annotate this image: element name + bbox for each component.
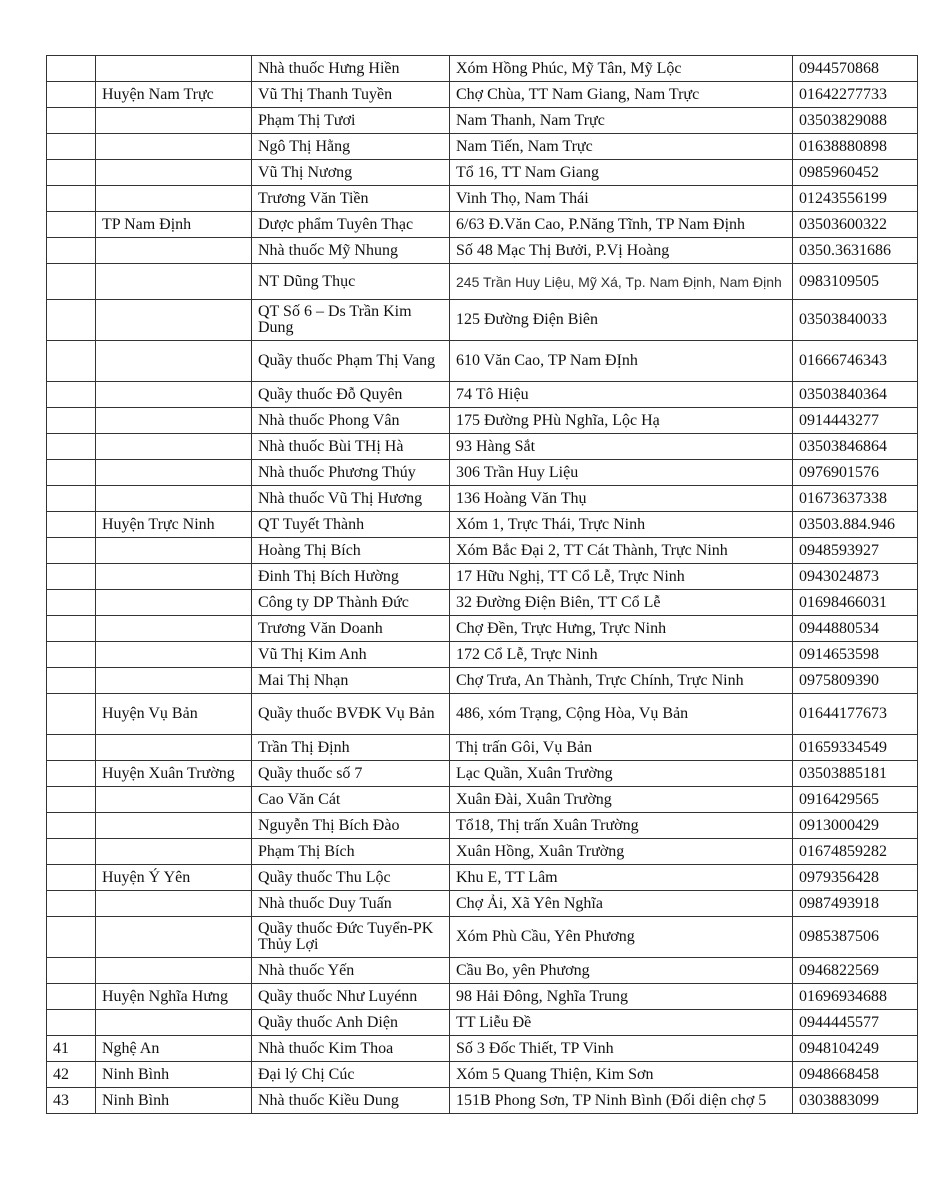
address-cell: Tổ 16, TT Nam Giang <box>450 160 793 186</box>
phone-cell: 01659334549 <box>793 735 918 761</box>
address-cell: Nam Tiến, Nam Trực <box>450 134 793 160</box>
table-row <box>47 300 918 341</box>
address-cell: 6/63 Đ.Văn Cao, P.Năng Tĩnh, TP Nam Định <box>450 212 793 238</box>
phone-cell: 0946822569 <box>793 958 918 984</box>
phone-cell: 0914443277 <box>793 408 918 434</box>
phone-cell: 0979356428 <box>793 865 918 891</box>
area-cell <box>96 382 252 408</box>
area-cell <box>96 564 252 590</box>
row-number-cell <box>47 865 96 891</box>
phone-cell: 0948668458 <box>793 1062 918 1088</box>
table-row <box>47 761 918 787</box>
table-row <box>47 134 918 160</box>
table-row <box>47 1010 918 1036</box>
table-row <box>47 538 918 564</box>
row-number-cell <box>47 538 96 564</box>
phone-cell: 0987493918 <box>793 891 918 917</box>
phone-cell: 0975809390 <box>793 668 918 694</box>
table-row <box>47 787 918 813</box>
phone-cell: 03503846864 <box>793 434 918 460</box>
address-cell: 172 Cổ Lễ, Trực Ninh <box>450 642 793 668</box>
phone-cell: 03503840364 <box>793 382 918 408</box>
address-cell: 74 Tô Hiệu <box>450 382 793 408</box>
row-number-cell <box>47 408 96 434</box>
pharmacy-name-cell: QT Số 6 – Ds Trần Kim Dung <box>252 300 450 341</box>
area-cell <box>96 186 252 212</box>
pharmacy-name-cell: Nhà thuốc Vũ Thị Hương <box>252 486 450 512</box>
area-cell <box>96 238 252 264</box>
row-number-cell <box>47 486 96 512</box>
row-number-cell <box>47 382 96 408</box>
pharmacy-name-cell: Nhà thuốc Kim Thoa <box>252 1036 450 1062</box>
row-number-cell <box>47 186 96 212</box>
pharmacy-name-cell: Nguyễn Thị Bích Đào <box>252 813 450 839</box>
phone-cell: 01696934688 <box>793 984 918 1010</box>
phone-cell: 0985960452 <box>793 160 918 186</box>
area-cell <box>96 108 252 134</box>
row-number-cell <box>47 891 96 917</box>
address-cell: Số 3 Đốc Thiết, TP Vinh <box>450 1036 793 1062</box>
address-cell: Xóm Phù Cầu, Yên Phương <box>450 917 793 958</box>
pharmacy-name-cell: Công ty DP Thành Đức <box>252 590 450 616</box>
row-number-cell <box>47 264 96 300</box>
address-cell: Xóm 5 Quang Thiện, Kim Sơn <box>450 1062 793 1088</box>
pharmacy-name-cell: Trần Thị Định <box>252 735 450 761</box>
area-cell: Huyện Trực Ninh <box>96 512 252 538</box>
address-cell: Thị trấn Gôi, Vụ Bản <box>450 735 793 761</box>
address-cell: Chợ Ải, Xã Yên Nghĩa <box>450 891 793 917</box>
address-cell: 610 Văn Cao, TP Nam ĐỊnh <box>450 341 793 382</box>
table-row <box>47 82 918 108</box>
area-cell: Huyện Ý Yên <box>96 865 252 891</box>
phone-cell: 0944880534 <box>793 616 918 642</box>
table-row <box>47 668 918 694</box>
phone-cell: 0916429565 <box>793 787 918 813</box>
table-row <box>47 917 918 958</box>
address-cell: 32 Đường Điện Biên, TT Cổ Lễ <box>450 590 793 616</box>
pharmacy-name-cell: Nhà thuốc Bùi THị Hà <box>252 434 450 460</box>
pharmacy-name-cell: Nhà thuốc Phương Thúy <box>252 460 450 486</box>
area-cell: Ninh Bình <box>96 1088 252 1114</box>
row-number-cell <box>47 238 96 264</box>
table-row <box>47 408 918 434</box>
row-number-cell <box>47 56 96 82</box>
row-number-cell <box>47 434 96 460</box>
address-cell: Khu E, TT Lâm <box>450 865 793 891</box>
phone-cell: 01644177673 <box>793 694 918 735</box>
phone-cell: 0303883099 <box>793 1088 918 1114</box>
area-cell: Huyện Xuân Trường <box>96 761 252 787</box>
area-cell <box>96 134 252 160</box>
address-cell: Số 48 Mạc Thị Bưởi, P.Vị Hoàng <box>450 238 793 264</box>
table-row <box>47 512 918 538</box>
area-cell <box>96 616 252 642</box>
address-cell: Lạc Quần, Xuân Trường <box>450 761 793 787</box>
pharmacy-name-cell: Vũ Thị Thanh Tuyền <box>252 82 450 108</box>
address-cell: Chợ Trưa, An Thành, Trực Chính, Trực Ninh <box>450 668 793 694</box>
area-cell <box>96 460 252 486</box>
pharmacy-name-cell: Nhà thuốc Hưng Hiền <box>252 56 450 82</box>
area-cell <box>96 590 252 616</box>
phone-cell: 03503885181 <box>793 761 918 787</box>
row-number-cell <box>47 300 96 341</box>
row-number-cell <box>47 460 96 486</box>
pharmacy-name-cell: Trương Văn Doanh <box>252 616 450 642</box>
address-cell: 486, xóm Trạng, Cộng Hòa, Vụ Bản <box>450 694 793 735</box>
area-cell <box>96 735 252 761</box>
area-cell <box>96 917 252 958</box>
address-cell: Chợ Chùa, TT Nam Giang, Nam Trực <box>450 82 793 108</box>
pharmacy-name-cell: Nhà thuốc Duy Tuấn <box>252 891 450 917</box>
area-cell <box>96 538 252 564</box>
phone-cell: 01673637338 <box>793 486 918 512</box>
area-cell <box>96 642 252 668</box>
table-row <box>47 486 918 512</box>
pharmacy-name-cell: Phạm Thị Bích <box>252 839 450 865</box>
table-row <box>47 590 918 616</box>
row-number-cell <box>47 616 96 642</box>
phone-cell: 0914653598 <box>793 642 918 668</box>
area-cell <box>96 813 252 839</box>
row-number-cell: 41 <box>47 1036 96 1062</box>
phone-cell: 0350.3631686 <box>793 238 918 264</box>
row-number-cell <box>47 839 96 865</box>
phone-cell: 0948104249 <box>793 1036 918 1062</box>
table-row <box>47 1088 918 1114</box>
pharmacy-name-cell: Quầy thuốc BVĐK Vụ Bản <box>252 694 450 735</box>
pharmacy-name-cell: Hoàng Thị Bích <box>252 538 450 564</box>
address-cell: 93 Hàng Sắt <box>450 434 793 460</box>
address-cell: 245 Trần Huy Liệu, Mỹ Xá, Tp. Nam Định, Nam Định <box>450 264 793 300</box>
table-row <box>47 341 918 382</box>
area-cell <box>96 958 252 984</box>
address-cell: Tổ18, Thị trấn Xuân Trường <box>450 813 793 839</box>
address-cell: Chợ Đền, Trực Hưng, Trực Ninh <box>450 616 793 642</box>
pharmacy-name-cell: Quầy thuốc số 7 <box>252 761 450 787</box>
table-row <box>47 642 918 668</box>
row-number-cell <box>47 984 96 1010</box>
row-number-cell: 42 <box>47 1062 96 1088</box>
pharmacy-name-cell: Nhà thuốc Kiều Dung <box>252 1088 450 1114</box>
area-cell: TP Nam Định <box>96 212 252 238</box>
table-row <box>47 160 918 186</box>
area-cell <box>96 1010 252 1036</box>
area-cell <box>96 839 252 865</box>
pharmacy-name-cell: Nhà thuốc Phong Vân <box>252 408 450 434</box>
row-number-cell <box>47 917 96 958</box>
area-cell <box>96 668 252 694</box>
address-cell: Vinh Thọ, Nam Thái <box>450 186 793 212</box>
table-row <box>47 694 918 735</box>
row-number-cell <box>47 694 96 735</box>
pharmacy-list-table <box>46 55 918 1114</box>
phone-cell: 01666746343 <box>793 341 918 382</box>
area-cell: Huyện Vụ Bản <box>96 694 252 735</box>
row-number-cell <box>47 512 96 538</box>
address-cell: Xuân Hồng, Xuân Trường <box>450 839 793 865</box>
table-row <box>47 735 918 761</box>
row-number-cell <box>47 160 96 186</box>
table-row <box>47 382 918 408</box>
row-number-cell <box>47 813 96 839</box>
table-row <box>47 460 918 486</box>
phone-cell: 0943024873 <box>793 564 918 590</box>
phone-cell: 03503.884.946 <box>793 512 918 538</box>
area-cell: Huyện Nam Trực <box>96 82 252 108</box>
row-number-cell <box>47 787 96 813</box>
phone-cell: 0944445577 <box>793 1010 918 1036</box>
phone-cell: 0948593927 <box>793 538 918 564</box>
table-row <box>47 1062 918 1088</box>
pharmacy-name-cell: Quầy thuốc Thu Lộc <box>252 865 450 891</box>
table-row <box>47 865 918 891</box>
pharmacy-name-cell: Quầy thuốc Anh Diện <box>252 1010 450 1036</box>
pharmacy-name-cell: Phạm Thị Tươi <box>252 108 450 134</box>
table-row <box>47 839 918 865</box>
area-cell: Ninh Bình <box>96 1062 252 1088</box>
table-row <box>47 434 918 460</box>
table-row <box>47 616 918 642</box>
address-cell: 98 Hải Đông, Nghĩa Trung <box>450 984 793 1010</box>
row-number-cell <box>47 642 96 668</box>
address-cell: Nam Thanh, Nam Trực <box>450 108 793 134</box>
table-row <box>47 238 918 264</box>
table-row <box>47 212 918 238</box>
phone-cell: 01698466031 <box>793 590 918 616</box>
area-cell: Huyện Nghĩa Hưng <box>96 984 252 1010</box>
pharmacy-name-cell: NT Dũng Thục <box>252 264 450 300</box>
phone-cell: 03503840033 <box>793 300 918 341</box>
pharmacy-name-cell: Nhà thuốc Yến <box>252 958 450 984</box>
area-cell <box>96 787 252 813</box>
table-row <box>47 1036 918 1062</box>
pharmacy-name-cell: Ngô Thị Hằng <box>252 134 450 160</box>
row-number-cell <box>47 958 96 984</box>
table-row <box>47 108 918 134</box>
phone-cell: 0944570868 <box>793 56 918 82</box>
phone-cell: 01642277733 <box>793 82 918 108</box>
address-cell: 136 Hoàng Văn Thụ <box>450 486 793 512</box>
area-cell <box>96 486 252 512</box>
phone-cell: 0913000429 <box>793 813 918 839</box>
address-cell: 151B Phong Sơn, TP Ninh Bình (Đối diện chợ 5 <box>450 1088 793 1114</box>
area-cell <box>96 341 252 382</box>
row-number-cell <box>47 1010 96 1036</box>
row-number-cell <box>47 108 96 134</box>
address-cell: 17 Hữu Nghị, TT Cổ Lễ, Trực Ninh <box>450 564 793 590</box>
pharmacy-name-cell: Vũ Thị Nương <box>252 160 450 186</box>
address-cell: Xóm Bắc Đại 2, TT Cát Thành, Trực Ninh <box>450 538 793 564</box>
pharmacy-name-cell: Đinh Thị Bích Hường <box>252 564 450 590</box>
area-cell <box>96 56 252 82</box>
row-number-cell <box>47 735 96 761</box>
row-number-cell <box>47 668 96 694</box>
pharmacy-name-cell: Đại lý Chị Cúc <box>252 1062 450 1088</box>
row-number-cell <box>47 564 96 590</box>
area-cell: Nghệ An <box>96 1036 252 1062</box>
pharmacy-name-cell: Mai Thị Nhạn <box>252 668 450 694</box>
address-cell: 175 Đường PHù Nghĩa, Lộc Hạ <box>450 408 793 434</box>
pharmacy-name-cell: Dược phẩm Tuyên Thạc <box>252 212 450 238</box>
area-cell <box>96 891 252 917</box>
area-cell <box>96 264 252 300</box>
table-row <box>47 186 918 212</box>
row-number-cell <box>47 134 96 160</box>
table-row <box>47 264 918 300</box>
row-number-cell <box>47 212 96 238</box>
pharmacy-name-cell: Trương Văn Tiền <box>252 186 450 212</box>
phone-cell: 03503600322 <box>793 212 918 238</box>
area-cell <box>96 160 252 186</box>
row-number-cell <box>47 761 96 787</box>
table-row <box>47 984 918 1010</box>
address-cell: 306 Trần Huy Liệu <box>450 460 793 486</box>
phone-cell: 0985387506 <box>793 917 918 958</box>
pharmacy-name-cell: Quầy thuốc Như Luyénn <box>252 984 450 1010</box>
address-cell: TT Liễu Đề <box>450 1010 793 1036</box>
pharmacy-name-cell: Nhà thuốc Mỹ Nhung <box>252 238 450 264</box>
table-row <box>47 56 918 82</box>
table-body <box>47 56 918 1114</box>
pharmacy-name-cell: QT Tuyết Thành <box>252 512 450 538</box>
table-row <box>47 958 918 984</box>
area-cell <box>96 408 252 434</box>
pharmacy-name-cell: Quầy thuốc Phạm Thị Vang <box>252 341 450 382</box>
address-cell: Xóm 1, Trực Thái, Trực Ninh <box>450 512 793 538</box>
row-number-cell <box>47 82 96 108</box>
phone-cell: 01638880898 <box>793 134 918 160</box>
table-row <box>47 813 918 839</box>
address-cell: Xuân Đài, Xuân Trường <box>450 787 793 813</box>
pharmacy-name-cell: Quầy thuốc Đỗ Quyên <box>252 382 450 408</box>
phone-cell: 01243556199 <box>793 186 918 212</box>
phone-cell: 0976901576 <box>793 460 918 486</box>
address-cell: Cầu Bo, yên Phương <box>450 958 793 984</box>
phone-cell: 03503829088 <box>793 108 918 134</box>
table-row <box>47 564 918 590</box>
pharmacy-name-cell: Cao Văn Cát <box>252 787 450 813</box>
address-cell: Xóm Hồng Phúc, Mỹ Tân, Mỹ Lộc <box>450 56 793 82</box>
pharmacy-name-cell: Vũ Thị Kim Anh <box>252 642 450 668</box>
row-number-cell: 43 <box>47 1088 96 1114</box>
table-row <box>47 891 918 917</box>
row-number-cell <box>47 341 96 382</box>
phone-cell: 0983109505 <box>793 264 918 300</box>
area-cell <box>96 434 252 460</box>
row-number-cell <box>47 590 96 616</box>
pharmacy-name-cell: Quầy thuốc Đức Tuyển-PK Thủy Lợi <box>252 917 450 958</box>
area-cell <box>96 300 252 341</box>
address-cell: 125 Đường Điện Biên <box>450 300 793 341</box>
phone-cell: 01674859282 <box>793 839 918 865</box>
